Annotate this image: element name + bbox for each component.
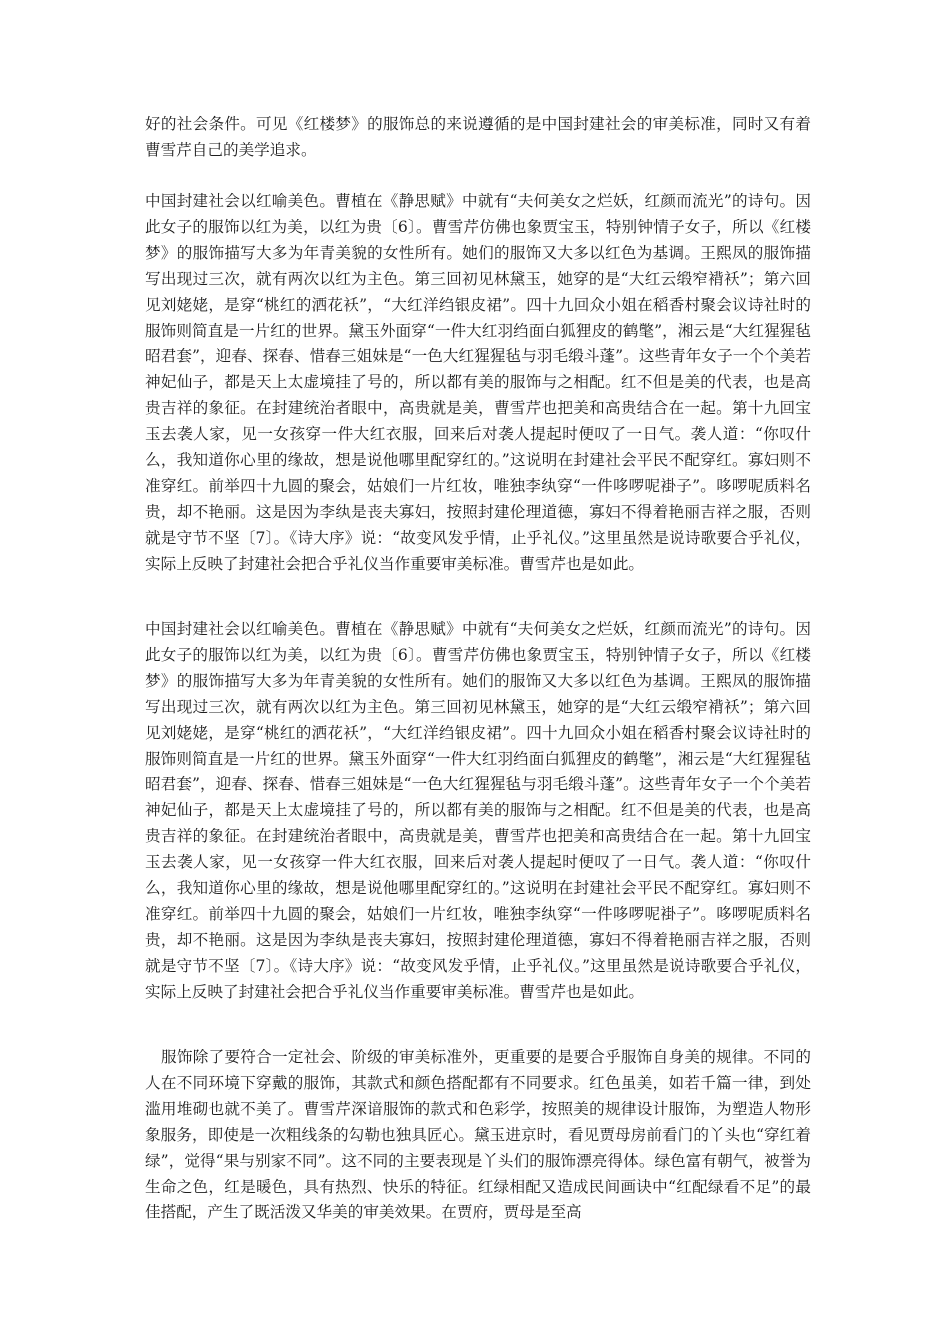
paragraph-red-as-beauty: 中国封建社会以红喻美色。曹植在《静思赋》中就有“夫何美女之烂妖，红颜而流光”的诗句。因此女子的服饰以红为美，以红为贵〔6〕。曹雪芹仿佛也象贾宝玉，特别钟情子女子，所以《红楼梦》的服饰描写大多为年青美貌的女性所有。她们的服饰又大多以红色为基调。王熙凤的服饰描写出现过三次，就有两次以红为主色。第三回初见林黛玉，她穿的是“大红云缎窄褙袄”；第六回见刘姥姥，是穿“桃红的洒花袄”，“大红洋绉银皮裙”。四十九回众小姐在稻香村聚会议诗社时的服饰则简直是一片红的世界。黛玉外面穿“一件大红羽绉面白狐狸皮的鹤氅”，湘云是“大红猩猩毡昭君套”，迎春、探春、惜春三姐妹是“一色大红猩猩毡与羽毛缎斗蓬”。这些青年女子一个个美若神妃仙子，都是天上太虚境挂了号的，所以都有美的服饰与之相配。红不但是美的代表，也是高贵吉祥的象征。在封建统治者眼中，高贵就是美，曹雪芹也把美和高贵结合在一起。第十九回宝玉去袭人家，见一女孩穿一件大红衣服，回来后对袭人提起时便叹了一日气。袭人道：“你叹什么，我知道你心里的缘故，想是说他哪里配穿红的。”这说明在封建社会平民不配穿红。寡妇则不准穿红。前举四十九圆的聚会，姑娘们一片红妆，唯独李纨穿“一件哆啰呢褂子”。哆啰呢质料名贵，却不艳丽。这是因为李纨是丧夫寡妇，按照封建伦理道德，寡妇不得着艳丽吉祥之服，否则就是守节不坚〔7〕。《诗大序》说：“故变风发乎情，止乎礼仪。”这里虽然是说诗歌要合乎礼仪，实际上反映了封建社会把合乎礼仪当作重要审美标准。曹雪芹也是如此。 [145, 192, 811, 573]
paragraph-intro-conclusion: 好的社会条件。可见《红楼梦》的服饰总的来说遵循的是中国封建社会的审美标准，同时又有着曹雪芹自己的美学追求。 [145, 115, 811, 159]
paragraph-clothing-beauty-rules: 服饰除了要符合一定社会、阶级的审美标准外，更重要的是要合乎服饰自身美的规律。不同的人在不同环境下穿戴的服饰，其款式和颜色搭配都有不同要求。红色虽美，如若千篇一律，到处滥用堆砌也就不美了。曹雪芹深谙服饰的款式和色彩学，按照美的规律设计服饰，为塑造人物形象服务，即使是一次粗线条的勾勒也独具匠心。黛玉进京时，看见贾母房前看门的丫头也“穿红着绿”，觉得“果与别家不同”。这不同的主要表现是丫头们的服饰漂亮得体。绿色富有朝气，被誉为生命之色，红是暖色，具有热烈、快乐的特征。红绿相配又造成民间画诀中“红配绿看不足”的最佳搭配，产生了既活泼又华美的审美效果。在贾府，贾母是至高 [145, 1048, 811, 1222]
paragraph-red-as-beauty-repeat: 中国封建社会以红喻美色。曹植在《静思赋》中就有“夫何美女之烂妖，红颜而流光”的诗句。因此女子的服饰以红为美，以红为贵〔6〕。曹雪芹仿佛也象贾宝玉，特别钟情子女子，所以《红楼梦》的服饰描写大多为年青美貌的女性所有。她们的服饰又大多以红色为基调。王熙凤的服饰描写出现过三次，就有两次以红为主色。第三回初见林黛玉，她穿的是“大红云缎窄褙袄”；第六回见刘姥姥，是穿“桃红的洒花袄”，“大红洋绉银皮裙”。四十九回众小姐在稻香村聚会议诗社时的服饰则简直是一片红的世界。黛玉外面穿“一件大红羽绉面白狐狸皮的鹤氅”，湘云是“大红猩猩毡昭君套”，迎春、探春、惜春三姐妹是“一色大红猩猩毡与羽毛缎斗蓬”。这些青年女子一个个美若神妃仙子，都是天上太虚境挂了号的，所以都有美的服饰与之相配。红不但是美的代表，也是高贵吉祥的象征。在封建统治者眼中，高贵就是美，曹雪芹也把美和高贵结合在一起。第十九回宝玉去袭人家，见一女孩穿一件大红衣服，回来后对袭人提起时便叹了一日气。袭人道：“你叹什么，我知道你心里的缘故，想是说他哪里配穿红的。”这说明在封建社会平民不配穿红。寡妇则不准穿红。前举四十九圆的聚会，姑娘们一片红妆，唯独李纨穿“一件哆啰呢褂子”。哆啰呢质料名贵，却不艳丽。这是因为李纨是丧夫寡妇，按照封建伦理道德，寡妇不得着艳丽吉祥之服，否则就是守节不坚〔7〕。《诗大序》说：“故变风发乎情，止乎礼仪。”这里虽然是说诗歌要合乎礼仪，实际上反映了封建社会把合乎礼仪当作重要审美标准。曹雪芹也是如此。 [145, 620, 811, 1001]
